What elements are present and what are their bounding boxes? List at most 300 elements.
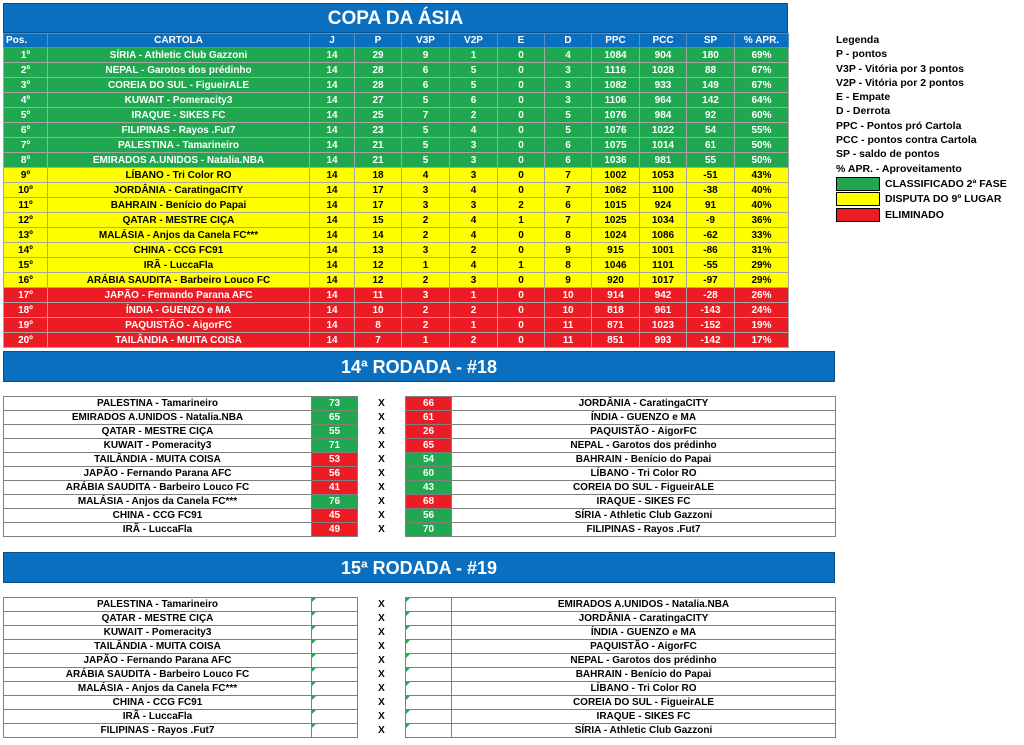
ppc-cell: 1076 bbox=[592, 108, 640, 123]
versus-label: X bbox=[358, 495, 406, 509]
ppc-cell: 851 bbox=[592, 333, 640, 348]
away-team: BAHRAIN - Benício do Papai bbox=[452, 453, 836, 467]
away-score: 26 bbox=[406, 425, 452, 439]
games-cell: 14 bbox=[310, 258, 355, 273]
v3p-cell: 6 bbox=[402, 63, 450, 78]
standings-row bbox=[4, 213, 789, 228]
pcc-cell: 1023 bbox=[640, 318, 687, 333]
draws-cell: 0 bbox=[498, 288, 545, 303]
pos-cell: 15º bbox=[4, 258, 48, 273]
versus-label: X bbox=[358, 481, 406, 495]
draws-cell: 0 bbox=[498, 108, 545, 123]
pcc-cell: 1017 bbox=[640, 273, 687, 288]
away-score: 70 bbox=[406, 523, 452, 537]
draws-cell: 0 bbox=[498, 48, 545, 63]
away-team: SÍRIA - Athletic Club Gazzoni bbox=[452, 509, 836, 523]
standings-row bbox=[4, 108, 789, 123]
games-cell: 14 bbox=[310, 108, 355, 123]
draws-cell: 1 bbox=[498, 258, 545, 273]
away-team: COREIA DO SUL - FigueirALE bbox=[452, 481, 836, 495]
match-row bbox=[4, 481, 836, 495]
games-cell: 14 bbox=[310, 168, 355, 183]
points-cell: 29 bbox=[355, 48, 402, 63]
losses-cell: 3 bbox=[545, 63, 592, 78]
games-cell: 14 bbox=[310, 123, 355, 138]
versus-label: X bbox=[358, 654, 406, 668]
away-team: SÍRIA - Athletic Club Gazzoni bbox=[452, 724, 836, 738]
match-row bbox=[4, 523, 836, 537]
legend-line-v3p: V3P - Vitória por 3 pontos bbox=[836, 62, 964, 75]
away-score: 56 bbox=[406, 509, 452, 523]
sp-cell: 92 bbox=[687, 108, 735, 123]
pcc-cell: 1022 bbox=[640, 123, 687, 138]
pcc-cell: 933 bbox=[640, 78, 687, 93]
standings-row bbox=[4, 48, 789, 63]
apr-cell: 26% bbox=[735, 288, 789, 303]
standings-row bbox=[4, 288, 789, 303]
points-cell: 13 bbox=[355, 243, 402, 258]
pcc-cell: 981 bbox=[640, 153, 687, 168]
round-19-matches bbox=[3, 597, 836, 738]
ppc-cell: 871 bbox=[592, 318, 640, 333]
away-score bbox=[406, 696, 452, 710]
legend-line-v2p: V2P - Vitória por 2 pontos bbox=[836, 76, 964, 89]
pcc-cell: 1101 bbox=[640, 258, 687, 273]
pos-cell: 1º bbox=[4, 48, 48, 63]
match-row bbox=[4, 626, 836, 640]
home-team: JAPÃO - Fernando Parana AFC bbox=[4, 467, 312, 481]
sp-cell: 54 bbox=[687, 123, 735, 138]
pcc-cell: 904 bbox=[640, 48, 687, 63]
versus-label: X bbox=[358, 439, 406, 453]
apr-cell: 60% bbox=[735, 108, 789, 123]
apr-cell: 24% bbox=[735, 303, 789, 318]
pcc-cell: 924 bbox=[640, 198, 687, 213]
apr-cell: 43% bbox=[735, 168, 789, 183]
apr-cell: 67% bbox=[735, 63, 789, 78]
team-name: JORDÂNIA - CaratingaCITY bbox=[48, 183, 310, 198]
home-team: KUWAIT - Pomeracity3 bbox=[4, 626, 312, 640]
v2p-cell: 5 bbox=[450, 63, 498, 78]
pos-cell: 3º bbox=[4, 78, 48, 93]
legend-line-p: P - pontos bbox=[836, 48, 888, 61]
sp-cell: 180 bbox=[687, 48, 735, 63]
home-score bbox=[312, 682, 358, 696]
home-team: ARÁBIA SAUDITA - Barbeiro Louco FC bbox=[4, 481, 312, 495]
home-team: PALESTINA - Tamarineiro bbox=[4, 397, 312, 411]
legend-swatch-label: CLASSIFICADO 2ª FASE bbox=[885, 177, 1007, 190]
match-row bbox=[4, 495, 836, 509]
draws-cell: 0 bbox=[498, 333, 545, 348]
away-team: JORDÂNIA - CaratingaCITY bbox=[452, 397, 836, 411]
losses-cell: 7 bbox=[545, 213, 592, 228]
losses-cell: 8 bbox=[545, 258, 592, 273]
home-team: MALÁSIA - Anjos da Canela FC*** bbox=[4, 495, 312, 509]
away-score bbox=[406, 640, 452, 654]
losses-cell: 9 bbox=[545, 273, 592, 288]
ppc-cell: 1002 bbox=[592, 168, 640, 183]
away-team: JORDÂNIA - CaratingaCITY bbox=[452, 612, 836, 626]
away-team: ÍNDIA - GUENZO e MA bbox=[452, 626, 836, 640]
draws-cell: 0 bbox=[498, 138, 545, 153]
away-team: EMIRADOS A.UNIDOS - Natalia.NBA bbox=[452, 598, 836, 612]
pos-cell: 5º bbox=[4, 108, 48, 123]
ppc-cell: 1076 bbox=[592, 123, 640, 138]
sp-cell: 88 bbox=[687, 63, 735, 78]
losses-cell: 10 bbox=[545, 303, 592, 318]
v2p-cell: 3 bbox=[450, 168, 498, 183]
legend-swatch-dispute bbox=[836, 192, 880, 206]
match-row bbox=[4, 425, 836, 439]
pos-cell: 19º bbox=[4, 318, 48, 333]
games-cell: 14 bbox=[310, 288, 355, 303]
team-name: SÍRIA - Athletic Club Gazzoni bbox=[48, 48, 310, 63]
v3p-cell: 6 bbox=[402, 78, 450, 93]
ppc-cell: 1036 bbox=[592, 153, 640, 168]
home-score: 76 bbox=[312, 495, 358, 509]
games-cell: 14 bbox=[310, 183, 355, 198]
points-cell: 28 bbox=[355, 63, 402, 78]
ppc-cell: 920 bbox=[592, 273, 640, 288]
team-name: NEPAL - Garotos dos prédinho bbox=[48, 63, 310, 78]
match-row bbox=[4, 724, 836, 738]
games-cell: 14 bbox=[310, 303, 355, 318]
pos-cell: 12º bbox=[4, 213, 48, 228]
standings-row bbox=[4, 168, 789, 183]
ppc-cell: 1082 bbox=[592, 78, 640, 93]
v2p-cell: 1 bbox=[450, 48, 498, 63]
team-name: PALESTINA - Tamarineiro bbox=[48, 138, 310, 153]
pcc-cell: 1014 bbox=[640, 138, 687, 153]
losses-cell: 10 bbox=[545, 288, 592, 303]
points-cell: 21 bbox=[355, 138, 402, 153]
col-header-pcc: PCC bbox=[640, 34, 687, 48]
versus-label: X bbox=[358, 710, 406, 724]
round-19-title: 15ª RODADA - #19 bbox=[3, 552, 835, 583]
apr-cell: 40% bbox=[735, 198, 789, 213]
match-row bbox=[4, 710, 836, 724]
home-score bbox=[312, 668, 358, 682]
page-title: COPA DA ÁSIA bbox=[3, 3, 788, 33]
sp-cell: -62 bbox=[687, 228, 735, 243]
losses-cell: 9 bbox=[545, 243, 592, 258]
ppc-cell: 1084 bbox=[592, 48, 640, 63]
home-team: ARÁBIA SAUDITA - Barbeiro Louco FC bbox=[4, 668, 312, 682]
games-cell: 14 bbox=[310, 153, 355, 168]
away-team: FILIPINAS - Rayos .Fut7 bbox=[452, 523, 836, 537]
standings-row bbox=[4, 123, 789, 138]
away-score bbox=[406, 668, 452, 682]
standings-row bbox=[4, 198, 789, 213]
home-team: EMIRADOS A.UNIDOS - Natalia.NBA bbox=[4, 411, 312, 425]
sp-cell: -55 bbox=[687, 258, 735, 273]
home-team: QATAR - MESTRE CIÇA bbox=[4, 612, 312, 626]
pos-cell: 6º bbox=[4, 123, 48, 138]
standings-header-row bbox=[4, 34, 789, 48]
standings-row bbox=[4, 243, 789, 258]
draws-cell: 0 bbox=[498, 78, 545, 93]
points-cell: 11 bbox=[355, 288, 402, 303]
pos-cell: 4º bbox=[4, 93, 48, 108]
losses-cell: 5 bbox=[545, 123, 592, 138]
pos-cell: 2º bbox=[4, 63, 48, 78]
sp-cell: -142 bbox=[687, 333, 735, 348]
home-team: CHINA - CCG FC91 bbox=[4, 696, 312, 710]
v3p-cell: 3 bbox=[402, 243, 450, 258]
pos-cell: 16º bbox=[4, 273, 48, 288]
home-score bbox=[312, 654, 358, 668]
team-name: IRAQUE - SIKES FC bbox=[48, 108, 310, 123]
v3p-cell: 4 bbox=[402, 168, 450, 183]
team-name: IRÃ - LuccaFla bbox=[48, 258, 310, 273]
ppc-cell: 1046 bbox=[592, 258, 640, 273]
points-cell: 28 bbox=[355, 78, 402, 93]
v3p-cell: 1 bbox=[402, 258, 450, 273]
versus-label: X bbox=[358, 397, 406, 411]
away-score: 68 bbox=[406, 495, 452, 509]
versus-label: X bbox=[358, 668, 406, 682]
apr-cell: 50% bbox=[735, 153, 789, 168]
games-cell: 14 bbox=[310, 48, 355, 63]
ppc-cell: 915 bbox=[592, 243, 640, 258]
v3p-cell: 2 bbox=[402, 228, 450, 243]
v3p-cell: 2 bbox=[402, 273, 450, 288]
apr-cell: 69% bbox=[735, 48, 789, 63]
v3p-cell: 3 bbox=[402, 288, 450, 303]
v3p-cell: 5 bbox=[402, 138, 450, 153]
v3p-cell: 7 bbox=[402, 108, 450, 123]
home-team: PALESTINA - Tamarineiro bbox=[4, 598, 312, 612]
away-team: LÍBANO - Tri Color RO bbox=[452, 682, 836, 696]
games-cell: 14 bbox=[310, 273, 355, 288]
pcc-cell: 1086 bbox=[640, 228, 687, 243]
home-score bbox=[312, 724, 358, 738]
sp-cell: -28 bbox=[687, 288, 735, 303]
team-name: FILIPINAS - Rayos .Fut7 bbox=[48, 123, 310, 138]
v2p-cell: 6 bbox=[450, 93, 498, 108]
team-name: KUWAIT - Pomeracity3 bbox=[48, 93, 310, 108]
away-team: IRAQUE - SIKES FC bbox=[452, 710, 836, 724]
versus-label: X bbox=[358, 612, 406, 626]
losses-cell: 3 bbox=[545, 93, 592, 108]
points-cell: 23 bbox=[355, 123, 402, 138]
standings-row bbox=[4, 333, 789, 348]
draws-cell: 0 bbox=[498, 273, 545, 288]
legend-line-pcc: PCC - pontos contra Cartola bbox=[836, 134, 977, 147]
legend-line-sp: SP - saldo de pontos bbox=[836, 148, 940, 161]
v3p-cell: 5 bbox=[402, 153, 450, 168]
away-team: IRAQUE - SIKES FC bbox=[452, 495, 836, 509]
v2p-cell: 4 bbox=[450, 213, 498, 228]
losses-cell: 5 bbox=[545, 108, 592, 123]
home-team: QATAR - MESTRE CIÇA bbox=[4, 425, 312, 439]
pcc-cell: 984 bbox=[640, 108, 687, 123]
team-name: CHINA - CCG FC91 bbox=[48, 243, 310, 258]
standings-row bbox=[4, 273, 789, 288]
home-score: 56 bbox=[312, 467, 358, 481]
match-row bbox=[4, 439, 836, 453]
draws-cell: 0 bbox=[498, 303, 545, 318]
standings-row bbox=[4, 78, 789, 93]
v3p-cell: 3 bbox=[402, 198, 450, 213]
legend-line-apr: % APR. - Aproveitamento bbox=[836, 162, 962, 175]
draws-cell: 0 bbox=[498, 123, 545, 138]
legend-swatch-label: ELIMINADO bbox=[885, 208, 944, 221]
pcc-cell: 964 bbox=[640, 93, 687, 108]
points-cell: 25 bbox=[355, 108, 402, 123]
match-row bbox=[4, 696, 836, 710]
team-name: TAILÂNDIA - MUITA COISA bbox=[48, 333, 310, 348]
points-cell: 21 bbox=[355, 153, 402, 168]
points-cell: 12 bbox=[355, 273, 402, 288]
pcc-cell: 993 bbox=[640, 333, 687, 348]
col-header-cartola: CARTOLA bbox=[48, 34, 310, 48]
points-cell: 18 bbox=[355, 168, 402, 183]
pos-cell: 10º bbox=[4, 183, 48, 198]
v2p-cell: 2 bbox=[450, 333, 498, 348]
team-name: LÍBANO - Tri Color RO bbox=[48, 168, 310, 183]
games-cell: 14 bbox=[310, 63, 355, 78]
away-score bbox=[406, 682, 452, 696]
v3p-cell: 2 bbox=[402, 303, 450, 318]
team-name: QATAR - MESTRE CIÇA bbox=[48, 213, 310, 228]
home-team: TAILÂNDIA - MUITA COISA bbox=[4, 453, 312, 467]
losses-cell: 6 bbox=[545, 138, 592, 153]
v3p-cell: 5 bbox=[402, 123, 450, 138]
apr-cell: 33% bbox=[735, 228, 789, 243]
ppc-cell: 914 bbox=[592, 288, 640, 303]
home-score: 49 bbox=[312, 523, 358, 537]
team-name: JAPÃO - Fernando Parana AFC bbox=[48, 288, 310, 303]
standings-row bbox=[4, 258, 789, 273]
away-score: 43 bbox=[406, 481, 452, 495]
pos-cell: 14º bbox=[4, 243, 48, 258]
v2p-cell: 3 bbox=[450, 198, 498, 213]
home-score bbox=[312, 626, 358, 640]
ppc-cell: 1116 bbox=[592, 63, 640, 78]
points-cell: 10 bbox=[355, 303, 402, 318]
home-score bbox=[312, 710, 358, 724]
v2p-cell: 3 bbox=[450, 273, 498, 288]
versus-label: X bbox=[358, 425, 406, 439]
losses-cell: 7 bbox=[545, 183, 592, 198]
games-cell: 14 bbox=[310, 243, 355, 258]
col-header-v3p: V3P bbox=[402, 34, 450, 48]
games-cell: 14 bbox=[310, 318, 355, 333]
legend bbox=[836, 33, 1021, 222]
points-cell: 8 bbox=[355, 318, 402, 333]
home-team: FILIPINAS - Rayos .Fut7 bbox=[4, 724, 312, 738]
points-cell: 14 bbox=[355, 228, 402, 243]
legend-line-d: D - Derrota bbox=[836, 105, 891, 118]
pos-cell: 13º bbox=[4, 228, 48, 243]
legend-line-ppc: PPC - Pontos pró Cartola bbox=[836, 119, 962, 132]
losses-cell: 3 bbox=[545, 78, 592, 93]
away-score bbox=[406, 612, 452, 626]
col-header-v2p: V2P bbox=[450, 34, 498, 48]
draws-cell: 0 bbox=[498, 63, 545, 78]
points-cell: 12 bbox=[355, 258, 402, 273]
match-row bbox=[4, 453, 836, 467]
home-team: IRÃ - LuccaFla bbox=[4, 710, 312, 724]
v2p-cell: 3 bbox=[450, 153, 498, 168]
sp-cell: -143 bbox=[687, 303, 735, 318]
apr-cell: 55% bbox=[735, 123, 789, 138]
points-cell: 7 bbox=[355, 333, 402, 348]
draws-cell: 0 bbox=[498, 183, 545, 198]
away-team: PAQUISTÃO - AigorFC bbox=[452, 640, 836, 654]
apr-cell: 64% bbox=[735, 93, 789, 108]
draws-cell: 0 bbox=[498, 243, 545, 258]
home-score: 73 bbox=[312, 397, 358, 411]
away-score: 61 bbox=[406, 411, 452, 425]
pos-cell: 20º bbox=[4, 333, 48, 348]
pcc-cell: 942 bbox=[640, 288, 687, 303]
standings-row bbox=[4, 138, 789, 153]
v2p-cell: 3 bbox=[450, 138, 498, 153]
col-header-d: D bbox=[545, 34, 592, 48]
pcc-cell: 1034 bbox=[640, 213, 687, 228]
home-score: 65 bbox=[312, 411, 358, 425]
ppc-cell: 1025 bbox=[592, 213, 640, 228]
round-18-matches bbox=[3, 396, 836, 537]
draws-cell: 0 bbox=[498, 153, 545, 168]
versus-label: X bbox=[358, 467, 406, 481]
col-header-e: E bbox=[498, 34, 545, 48]
draws-cell: 0 bbox=[498, 318, 545, 333]
standings-table bbox=[3, 33, 789, 348]
v2p-cell: 2 bbox=[450, 108, 498, 123]
standings-row bbox=[4, 63, 789, 78]
home-score: 55 bbox=[312, 425, 358, 439]
versus-label: X bbox=[358, 509, 406, 523]
away-score bbox=[406, 598, 452, 612]
v2p-cell: 2 bbox=[450, 303, 498, 318]
round-18-title: 14ª RODADA - #18 bbox=[3, 351, 835, 382]
apr-cell: 50% bbox=[735, 138, 789, 153]
col-header-pos: Pos. bbox=[4, 34, 48, 48]
ppc-cell: 1106 bbox=[592, 93, 640, 108]
away-team: PAQUISTÃO - AigorFC bbox=[452, 425, 836, 439]
v3p-cell: 9 bbox=[402, 48, 450, 63]
v2p-cell: 4 bbox=[450, 258, 498, 273]
points-cell: 27 bbox=[355, 93, 402, 108]
v3p-cell: 1 bbox=[402, 333, 450, 348]
pos-cell: 18º bbox=[4, 303, 48, 318]
away-score: 54 bbox=[406, 453, 452, 467]
pos-cell: 9º bbox=[4, 168, 48, 183]
games-cell: 14 bbox=[310, 213, 355, 228]
games-cell: 14 bbox=[310, 93, 355, 108]
pos-cell: 7º bbox=[4, 138, 48, 153]
pcc-cell: 961 bbox=[640, 303, 687, 318]
legend-swatch-row-eliminated bbox=[836, 207, 1021, 223]
match-row bbox=[4, 397, 836, 411]
apr-cell: 17% bbox=[735, 333, 789, 348]
match-row bbox=[4, 467, 836, 481]
v2p-cell: 4 bbox=[450, 183, 498, 198]
pos-cell: 11º bbox=[4, 198, 48, 213]
losses-cell: 8 bbox=[545, 228, 592, 243]
legend-line-e: E - Empate bbox=[836, 91, 891, 104]
match-row bbox=[4, 411, 836, 425]
home-team: CHINA - CCG FC91 bbox=[4, 509, 312, 523]
away-team: LÍBANO - Tri Color RO bbox=[452, 467, 836, 481]
pcc-cell: 1053 bbox=[640, 168, 687, 183]
points-cell: 15 bbox=[355, 213, 402, 228]
sp-cell: 142 bbox=[687, 93, 735, 108]
home-score bbox=[312, 612, 358, 626]
